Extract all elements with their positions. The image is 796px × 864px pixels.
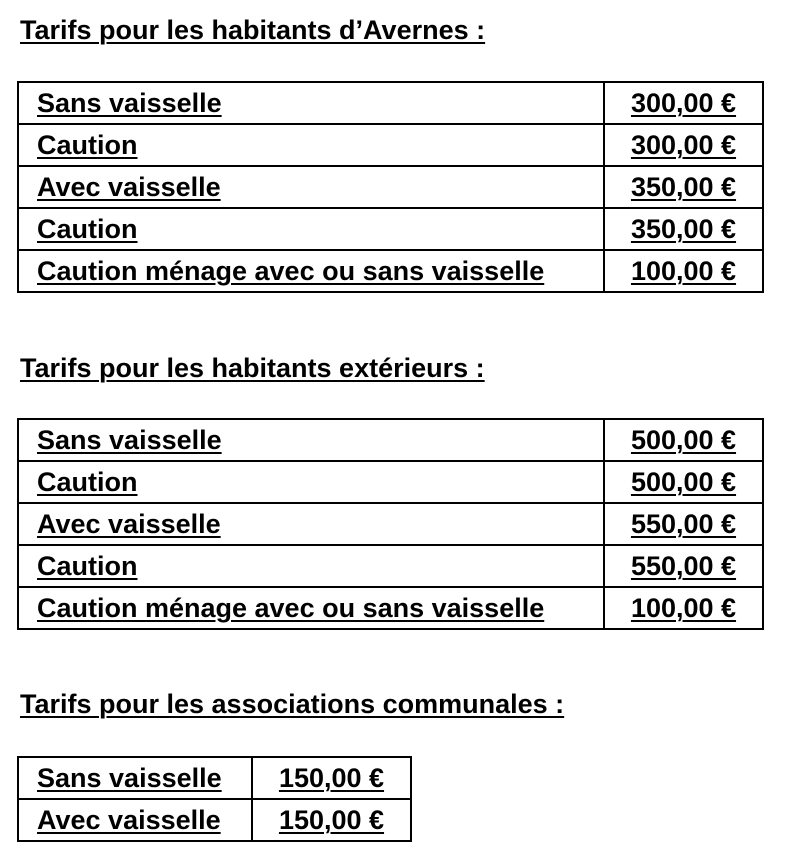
table-row <box>18 757 411 799</box>
tarifs-table-exterieurs <box>17 418 764 630</box>
table-row <box>18 208 763 250</box>
row-price: 500,00 € <box>604 419 763 461</box>
section-heading-exterieurs: Tarifs pour les habitants extérieurs : <box>20 353 485 383</box>
row-label: Caution <box>18 545 604 587</box>
section-heading-avernes: Tarifs pour les habitants d’Avernes : <box>20 15 486 45</box>
row-price: 100,00 € <box>604 250 763 292</box>
row-label: Caution <box>18 208 604 250</box>
row-price: 100,00 € <box>604 587 763 629</box>
table-row <box>18 82 763 124</box>
row-price: 150,00 € <box>252 799 411 841</box>
table-row <box>18 587 763 629</box>
row-price: 300,00 € <box>604 124 763 166</box>
row-label: Avec vaisselle <box>18 503 604 545</box>
tarifs-table-avernes <box>17 81 764 293</box>
tarifs-table-associations <box>17 756 412 842</box>
row-price: 150,00 € <box>252 757 411 799</box>
row-label: Caution <box>18 461 604 503</box>
row-price: 300,00 € <box>604 82 763 124</box>
row-label: Sans vaisselle <box>18 419 604 461</box>
row-price: 550,00 € <box>604 503 763 545</box>
row-price: 550,00 € <box>604 545 763 587</box>
table-row <box>18 419 763 461</box>
table-row <box>18 166 763 208</box>
table-row <box>18 250 763 292</box>
row-label: Sans vaisselle <box>18 757 252 799</box>
table-row <box>18 124 763 166</box>
table-row <box>18 503 763 545</box>
row-price: 350,00 € <box>604 166 763 208</box>
table-row <box>18 545 763 587</box>
row-label: Caution ménage avec ou sans vaisselle <box>18 250 604 292</box>
row-label: Caution <box>18 124 604 166</box>
row-label: Avec vaisselle <box>18 166 604 208</box>
row-price: 500,00 € <box>604 461 763 503</box>
table-row <box>18 461 763 503</box>
section-heading-associations: Tarifs pour les associations communales : <box>20 689 565 719</box>
row-label: Sans vaisselle <box>18 82 604 124</box>
row-price: 350,00 € <box>604 208 763 250</box>
row-label: Avec vaisselle <box>18 799 252 841</box>
row-label: Caution ménage avec ou sans vaisselle <box>18 587 604 629</box>
table-row <box>18 799 411 841</box>
